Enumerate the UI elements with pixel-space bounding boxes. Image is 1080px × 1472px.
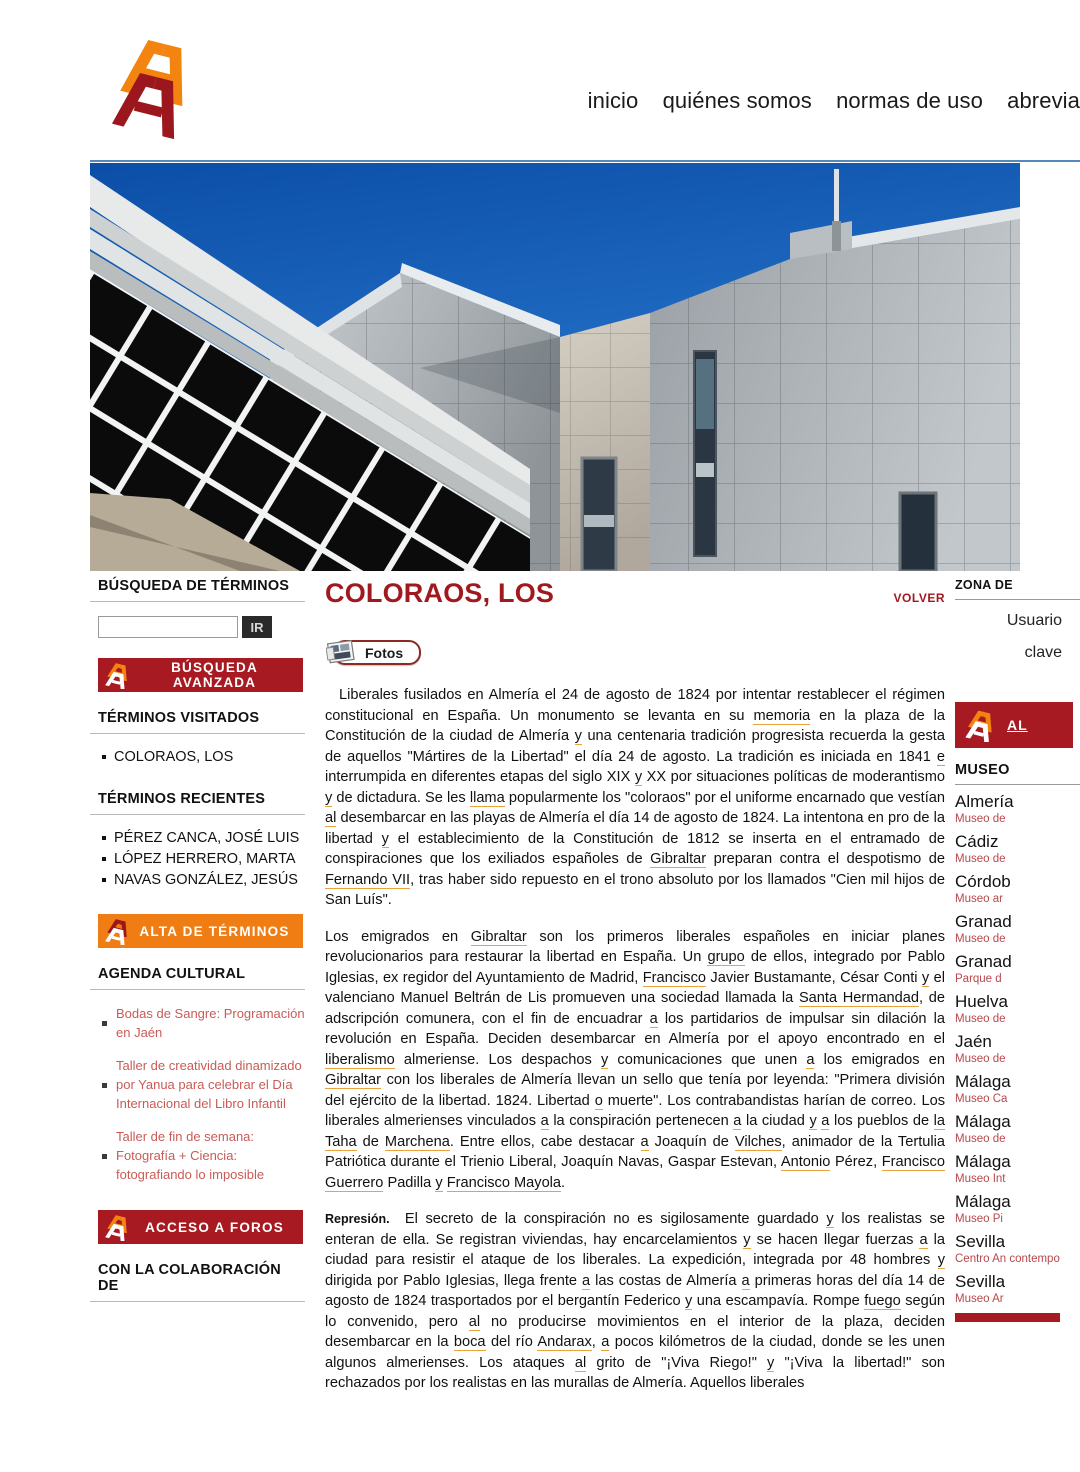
banner-photo: [90, 163, 1020, 571]
visited-terms-heading: TÉRMINOS VISITADOS: [90, 710, 305, 734]
museo-name: Parque d: [955, 973, 1002, 985]
alta-terminos-button[interactable]: [98, 914, 303, 948]
right-banner-label: AL: [1007, 717, 1028, 733]
logo-mini-icon: [104, 917, 132, 945]
museo-name: Museo Ar: [955, 1293, 1004, 1305]
list-item[interactable]: [955, 1151, 1080, 1187]
nav-item-abreviaturas[interactable]: abrevia: [1007, 88, 1080, 113]
list-item[interactable]: [955, 1031, 1080, 1067]
museo-province: Sevilla: [955, 1272, 1006, 1291]
password-label: clave: [1024, 644, 1062, 661]
nav-item-inicio[interactable]: inicio: [587, 88, 639, 113]
list-item[interactable]: Taller de fin de semana: Fotografía + Ciencia: fotografiando lo imposible: [100, 1127, 305, 1184]
paragraph-2: Los emigrados en Gibraltar son los primeros liberales españoles en iniciar planes revolucionarios para restaurar la libertad en España. Un grupo de ellos, integrado por Pablo Iglesias, ex regidor del Ayuntamiento de Madrid, Francisco Javier Bustamante, César Conti y el valenciano Manuel Beltrán de Lis promueven una sociedad llamada la Santa Hermandad, de adscripción comunera, con el fin de encuadrar a los partidarios de impulsar sin dilación la revolución en España. Deciden desembarcar en Almería por el apoyo encontrado en el liberalismo almeriense. Los despachos y comunicaciones que unen a los emigrados en Gibraltar con los liberales de Almería llevan un sello que tenía por leyenda: "Primera división del ejército de la libertad. 1824. Libertad o muerte". Los contrabandistas harían de correo. Los liberales almerienses vinculados a la conspiración pertenecen a la ciudad y a los pueblos de la Taha de Marchena. Entre ellos, cabe destacar a Joaquín de Vilches, animador de la Tertulia Patriótica durante el Trienio Liberal, Joaquín Navas, Gaspar Estevan, Antonio Pérez, Francisco Guerrero Padilla y Francisco Mayola.: [325, 928, 946, 1191]
nav-item-normas-de-uso[interactable]: normas de uso: [836, 88, 983, 113]
photos-icon: [326, 638, 358, 668]
museo-name: Museo de: [955, 1053, 1006, 1065]
search-submit-button[interactable]: IR: [242, 616, 272, 638]
museo-province: Huelva: [955, 992, 1008, 1011]
photos-button[interactable]: [333, 640, 421, 665]
alta-terminos-label: ALTA DE TÉRMINOS: [139, 923, 290, 939]
list-item[interactable]: [955, 871, 1080, 907]
recent-terms-heading: TÉRMINOS RECIENTES: [90, 791, 305, 815]
paragraph-1: Liberales fusilados en Almería el 24 de agosto de 1824 por intentar restablecer el régimen constitucional en España. Un monumento se levanta en su memoria en la plaza de la Constitución de la ciudad de Almería y una centenaria tradición progresista recuerda la gesta de aquellos "Mártires de la Libertad" el día 24 de agosto. La tradición es iniciada en 1841 e interrumpida en diferentes etapas del siglo XIX y XX por situaciones políticas de moderantismo y de dictadura. Se les llama popularmente los "coloraos" por el uniforme encarnado que vestían al desembarcar en las playas de Almería el día 14 de agosto de 1824. La intentona en pro de la libertad y el establecimiento de la Constitución de 1812 se inserta en el entramado de conspiraciones que los exiliados españoles de Gibraltar preparan contra el despotismo de Fernando VII, tras haber sido repuesto en el trono absoluto por los llamados "Cien mil hijos de San Luís".: [325, 687, 945, 908]
recent-terms-list: [90, 829, 305, 890]
search-form[interactable]: [98, 616, 305, 638]
alta-terminos-logo-icon: [98, 917, 138, 945]
museo-name: Museo de: [955, 933, 1006, 945]
back-link[interactable]: VOLVER: [893, 591, 945, 605]
advanced-search-label: BÚSQUEDA AVANZADA: [171, 660, 258, 690]
agenda-cultural-heading: AGENDA CULTURAL: [90, 966, 305, 990]
museo-province: Cádiz: [955, 832, 999, 851]
museo-province: Córdob: [955, 872, 1011, 891]
zona-usuarios-heading: ZONA DE: [955, 578, 1080, 600]
acceso-foros-logo-icon: [98, 1213, 138, 1241]
list-item[interactable]: [955, 951, 1080, 987]
list-item[interactable]: NAVAS GONZÁLEZ, JESÚS: [100, 871, 305, 890]
search-terms-heading: BÚSQUEDA DE TÉRMINOS: [90, 578, 305, 602]
list-item[interactable]: COLORAOS, LOS: [100, 748, 305, 767]
repression-lead: Represión.: [325, 1212, 390, 1226]
acceso-foros-label: ACCESO A FOROS: [145, 1219, 284, 1235]
repression-body: El secreto de la conspiración no es sigilosamente guardado y los realistas se enteran de ella. Se registran viviendas, hay encarcelamientos y se hacen llegar fuerzas a la ciudad para resistir el ataque de los liberales. La expedición, integrada por 48 hombres y dirigida por Pablo Iglesias, llega frente a las costas de Almería a primeras horas del día 14 de agosto de 1824 trasportados por el bergantín Federico y una escampavía. Rompe fuego según lo convenido, pero al no producirse movimientos en el interior de la plaza, deciden desembarcar en la boca del río Andarax, a pocos kilómetros de la ciudad, donde se les unen algunos almerienses. Los ataques al grito de "¡Viva Riego!" y "¡Viva la libertad!" son rechazados por los realistas en las murallas de Almería. Aquellos liberales: [325, 1211, 946, 1391]
museo-name: Museo ar: [955, 893, 1003, 905]
museo-name: Museo Ca: [955, 1093, 1008, 1105]
museo-name: Centro An contempo: [955, 1253, 1060, 1265]
nav-item-quienes-somos[interactable]: quiénes somos: [662, 88, 812, 113]
list-item[interactable]: [955, 1191, 1080, 1227]
list-item[interactable]: PÉREZ CANCA, JOSÉ LUIS: [100, 829, 305, 848]
museo-name: Museo de: [955, 1013, 1006, 1025]
museo-province: Málaga: [955, 1112, 1011, 1131]
main-content: [325, 578, 945, 1394]
list-item[interactable]: [955, 911, 1080, 947]
banner-architecture-illustration: [90, 163, 1020, 571]
museo-province: Granad: [955, 952, 1012, 971]
museos-heading: MUSEO: [955, 762, 1080, 785]
museo-province: Málaga: [955, 1192, 1011, 1211]
museo-name: Museo Int: [955, 1173, 1006, 1185]
visited-terms-list: [90, 748, 305, 767]
paragraph-3: [325, 1209, 945, 1394]
right-sidebar: [955, 578, 1080, 1322]
main-navigation[interactable]: [588, 88, 1080, 114]
entry-header: [325, 578, 945, 608]
acceso-foros-button[interactable]: [98, 1210, 303, 1244]
museo-name: Museo Pi: [955, 1213, 1003, 1225]
museo-province: Sevilla: [955, 1232, 1006, 1251]
list-item[interactable]: [955, 1271, 1080, 1307]
advanced-search-logo-icon: [98, 661, 138, 689]
list-item[interactable]: [955, 1231, 1080, 1267]
logo-mini-icon: [104, 1213, 132, 1241]
page-title: COLORAOS, LOS: [325, 578, 555, 608]
left-sidebar: [90, 578, 305, 1302]
photos-button-label: Fotos: [365, 644, 404, 661]
list-item[interactable]: Taller de creatividad dinamizado por Yanua para celebrar el Día Internacional del Libro Infantil: [100, 1056, 305, 1113]
list-item[interactable]: Bodas de Sangre: Programación en Jaén: [100, 1004, 305, 1042]
museo-province: Almería: [955, 792, 1014, 811]
photos-icon-glyph: [326, 638, 358, 668]
museo-name: Museo de: [955, 813, 1006, 825]
agenda-cultural-list: [90, 1004, 305, 1184]
logo-mini-icon: [104, 661, 132, 689]
right-sidebar-red-bar: [955, 1313, 1060, 1322]
list-item[interactable]: [955, 1111, 1080, 1147]
museo-province: Granad: [955, 912, 1012, 931]
site-logo[interactable]: [104, 26, 214, 151]
username-label: Usuario: [1006, 612, 1062, 629]
right-banner-button[interactable]: [955, 702, 1073, 748]
list-item[interactable]: [955, 991, 1080, 1027]
museo-province: Málaga: [955, 1152, 1011, 1171]
museo-name: Museo de: [955, 1133, 1006, 1145]
list-item[interactable]: [955, 831, 1080, 867]
museo-name: Museo de: [955, 853, 1006, 865]
logo-icon: [104, 26, 214, 151]
museo-province: Jaén: [955, 1032, 992, 1051]
site-header: [0, 0, 1080, 152]
museo-province: Málaga: [955, 1072, 1011, 1091]
search-input[interactable]: [98, 616, 238, 638]
header-divider: [90, 160, 1080, 162]
logo-mini-icon: [964, 708, 998, 742]
entry-body: [325, 685, 945, 1394]
list-item[interactable]: [955, 1071, 1080, 1107]
advanced-search-button[interactable]: [98, 658, 303, 692]
right-banner-logo-icon: [955, 708, 1007, 742]
list-item[interactable]: [955, 791, 1080, 827]
colaboracion-heading: CON LA COLABORACIÓN DE: [90, 1262, 305, 1302]
list-item[interactable]: LÓPEZ HERRERO, MARTA: [100, 850, 305, 869]
